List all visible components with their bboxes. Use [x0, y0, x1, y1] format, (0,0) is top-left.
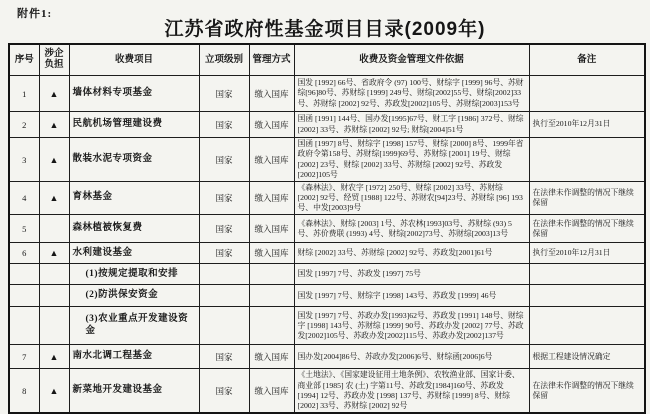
row-number-cell: 5: [9, 215, 39, 243]
approval-level-cell: 国家: [199, 76, 249, 112]
remark-cell: 执行至2010年12月31日: [529, 243, 645, 264]
row-number-cell: [9, 307, 39, 345]
fee-item-cell: 南水北调工程基金: [69, 345, 199, 369]
management-method-cell: 缴入国库: [249, 345, 294, 369]
fee-item-cell: 民航机场管理建设费: [69, 112, 199, 138]
fee-item-cell: 育林基金: [69, 182, 199, 215]
table-row: [9, 264, 645, 285]
document-basis-cell: 财综 [2002] 33号、苏财综 [2002] 92号、苏政发[2001]61号: [294, 243, 529, 264]
enterprise-burden-mark: [39, 264, 69, 285]
row-number-cell: 1: [9, 76, 39, 112]
management-method-cell: 缴入国库: [249, 76, 294, 112]
enterprise-burden-mark: ▲: [39, 345, 69, 369]
management-method-cell: [249, 285, 294, 307]
fee-item-cell: (2)防洪保安资金: [69, 285, 199, 307]
page-title: 江苏省政府性基金项目目录(2009年): [164, 19, 486, 40]
approval-level-cell: 国家: [199, 243, 249, 264]
row-number-cell: 2: [9, 112, 39, 138]
remark-cell: [529, 264, 645, 285]
enterprise-burden-mark: ▲: [39, 182, 69, 215]
column-header-approval-level: 立项级别: [199, 44, 249, 76]
column-header-management-method: 管理方式: [249, 44, 294, 76]
attachment-label: 附件1:: [17, 8, 53, 20]
fee-item-cell: 森林植被恢复费: [69, 215, 199, 243]
column-header-remarks: 备注: [529, 44, 645, 76]
enterprise-burden-mark: ▲: [39, 138, 69, 182]
approval-level-cell: 国家: [199, 112, 249, 138]
approval-level-cell: 国家: [199, 182, 249, 215]
column-header-fee-item: 收费项目: [69, 44, 199, 76]
fee-item-cell: 墙体材料专项基金: [69, 76, 199, 112]
enterprise-burden-mark: [39, 215, 69, 243]
enterprise-burden-mark: [39, 307, 69, 345]
enterprise-burden-mark: ▲: [39, 76, 69, 112]
enterprise-burden-mark: ▲: [39, 369, 69, 413]
table-row: [9, 215, 645, 243]
enterprise-burden-mark: [39, 285, 69, 307]
fee-item-cell: 新菜地开发建设基金: [69, 369, 199, 413]
table-row: [9, 243, 645, 264]
approval-level-cell: 国家: [199, 345, 249, 369]
row-number-cell: 6: [9, 243, 39, 264]
document-basis-cell: 国发 [1997] 7号、苏政发 [1997] 75号: [294, 264, 529, 285]
approval-level-cell: 国家: [199, 369, 249, 413]
document-basis-cell: 国办发[2004]86号、苏政办发[2006]6号、财综函[2006]6号: [294, 345, 529, 369]
table-row: [9, 369, 645, 413]
table-row: [9, 182, 645, 215]
remark-cell: 执行至2010年12月31日: [529, 112, 645, 138]
fee-item-cell: (1)按规定提取和安排: [69, 264, 199, 285]
table-row: [9, 112, 645, 138]
approval-level-cell: 国家: [199, 138, 249, 182]
remark-cell: 在法律未作调整的情况下继续保留: [529, 182, 645, 215]
remark-cell: [529, 285, 645, 307]
management-method-cell: 缴入国库: [249, 182, 294, 215]
management-method-cell: 缴入国库: [249, 112, 294, 138]
row-number-cell: 4: [9, 182, 39, 215]
enterprise-burden-mark: ▲: [39, 243, 69, 264]
column-header-row-number: 序号: [9, 44, 39, 76]
management-method-cell: 缴入国库: [249, 215, 294, 243]
approval-level-cell: [199, 307, 249, 345]
document-basis-cell: 国发 [1997] 7号、财综字 [1998] 143号、苏政发 [1999] 46号: [294, 285, 529, 307]
fee-item-cell: (3)农业重点开发建设资金: [69, 307, 199, 345]
table-row: [9, 138, 645, 182]
management-method-cell: 缴入国库: [249, 138, 294, 182]
document-basis-cell: 国函 [1991] 144号、国办发[1995]67号、财工字 [1986] 372号、财综 [2002] 33号、苏财综 [2002] 92号; 财综[2004]51号: [294, 112, 529, 138]
table-header: [9, 44, 645, 76]
management-method-cell: 缴入国库: [249, 369, 294, 413]
management-method-cell: 缴入国库: [249, 243, 294, 264]
document-basis-cell: 国函 [1997] 8号、财综字 [1998] 157号、财综 [2000] 8号、1999年省政府令第158号、苏财综[1999]69号、苏财综 [2001] 19号、财综 [2002] 23号、财综 [2002] 33号、苏财综 [2002] 92号、苏政发[2002]105号: [294, 138, 529, 182]
fee-item-cell: 水利建设基金: [69, 243, 199, 264]
remark-cell: 根据工程建设情况确定: [529, 345, 645, 369]
fee-item-cell: 散装水泥专项资金: [69, 138, 199, 182]
column-header-enterprise-burden: 涉企负担: [39, 44, 69, 76]
row-number-cell: 8: [9, 369, 39, 413]
approval-level-cell: [199, 264, 249, 285]
table-row: [9, 285, 645, 307]
document-basis-cell: 《森林法》、财综 [2003] 1号、苏农林[1993]03号、苏财综 (93) 5号、苏价费联 (1993) 4号、财综[2002]73号、苏财综[2003]13号: [294, 215, 529, 243]
table-row: [9, 345, 645, 369]
remark-cell: [529, 76, 645, 112]
row-number-cell: [9, 285, 39, 307]
remark-cell: 在法律未作调整的情况下继续保留: [529, 215, 645, 243]
row-number-cell: 7: [9, 345, 39, 369]
document-basis-cell: 《森林法》、财农字 [1972] 250号、财综 [2002] 33号、苏财综 [2002] 92号、经贸 [1988] 122号、苏财农[94]23号、苏财综 [96] 193号、中发[2003]9号: [294, 182, 529, 215]
remark-cell: [529, 138, 645, 182]
column-header-document-basis: 收费及资金管理文件依据: [294, 44, 529, 76]
management-method-cell: [249, 307, 294, 345]
table-row: [9, 307, 645, 345]
approval-level-cell: [199, 285, 249, 307]
fund-directory-table: [8, 43, 646, 414]
document-basis-cell: 《土地法》、《国家建设征用土地条例》、农牧渔业部、国家计委、商业部 [1985] 农 (土) 字第11号、苏政发[1984]160号、苏政发 [1994] 12号、苏政办发 [1998] 137号、苏财综 [1999] 8号、财综 [2002] 33号、苏财综 [2002] 92号: [294, 369, 529, 413]
management-method-cell: [249, 264, 294, 285]
document-basis-cell: 国发 [1992] 66号、省政府令 (97) 100号、财综字 [1999] 96号、苏财综[96]80号、苏财综 [1999] 249号、财综[2002]55号、财综[2002]33号、苏财综 [2002] 92号、苏政发[2002]105号、苏财综[2003]153号: [294, 76, 529, 112]
row-number-cell: 3: [9, 138, 39, 182]
table-row: [9, 76, 645, 112]
document-basis-cell: 国发 [1997] 7号、苏政办发[1993]62号、苏政发 [1991] 148号、财综字 [1998] 143号、苏财综 [1999] 90号、苏政办发 [2002] 77号、苏政发[2002]105号、苏政办发[2002]115号、苏政办发[2002]137号: [294, 307, 529, 345]
remark-cell: [529, 307, 645, 345]
row-number-cell: [9, 264, 39, 285]
approval-level-cell: 国家: [199, 215, 249, 243]
enterprise-burden-mark: ▲: [39, 112, 69, 138]
remark-cell: 在法律未作调整的情况下继续保留: [529, 369, 645, 413]
